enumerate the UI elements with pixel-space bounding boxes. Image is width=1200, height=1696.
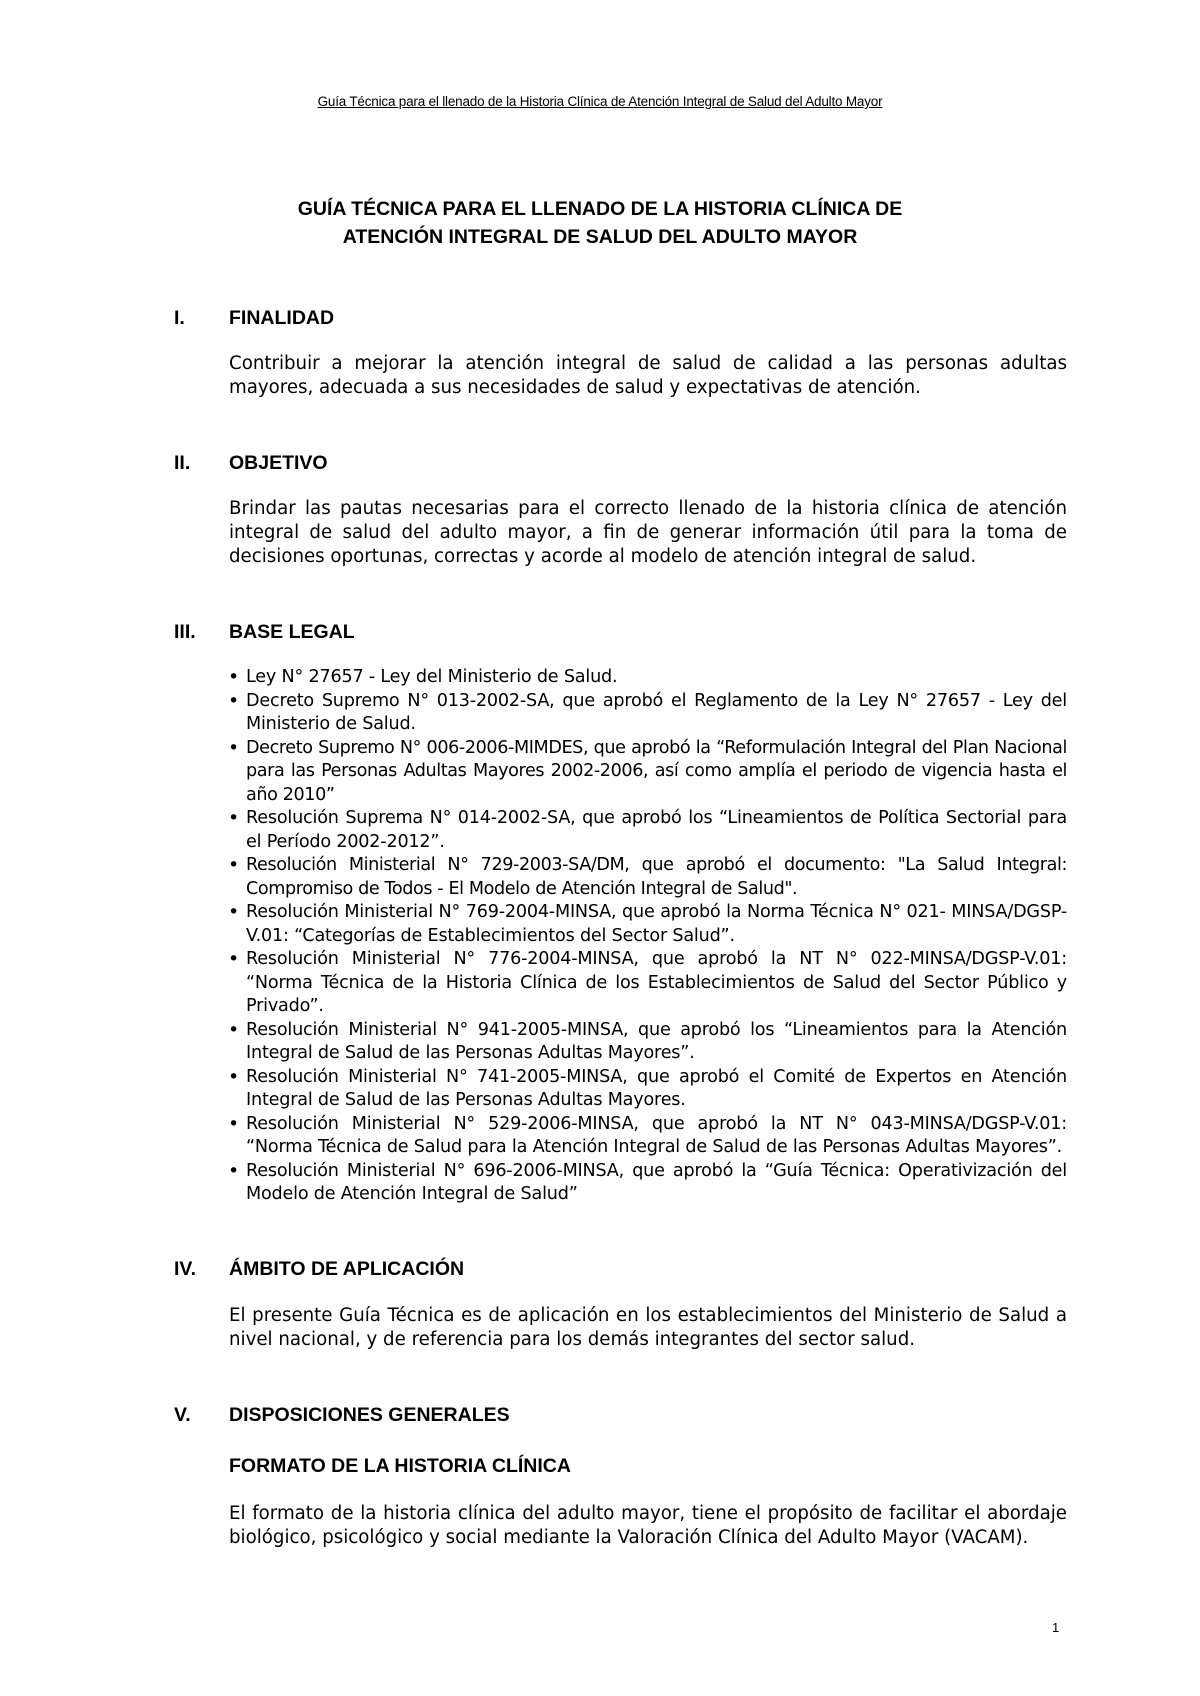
- list-item: • Decreto Supremo N° 013-2002-SA, que aprobó el Reglamento de la Ley N° 27657 - Ley del Ministerio de Salud.: [225, 690, 1067, 737]
- document-title-line-2: ATENCIÓN INTEGRAL DE SALUD DEL ADULTO MAYOR: [342, 226, 858, 248]
- section-number: IV.: [174, 1258, 197, 1280]
- section-number: III.: [174, 621, 196, 643]
- list-item: • Resolución Ministerial N° 729-2003-SA/DM, que aprobó el documento: "La Salud Integral: Compromiso de Todos - El Modelo de Atención Integral de Salud".: [225, 854, 1067, 901]
- list-item: • Resolución Ministerial N° 529-2006-MINSA, que aprobó la NT N° 043-MINSA/DGSP-V.01: “Norma Técnica de Salud para la Atención Integral de Salud de las Personas Adultas Mayores”.: [225, 1113, 1067, 1160]
- section-title: OBJETIVO: [229, 452, 328, 474]
- section-title: ÁMBITO DE APLICACIÓN: [229, 1258, 465, 1280]
- formato-paragraph: El formato de la historia clínica del adulto mayor, tiene el propósito de facilitar el abordaje biológico, psicológico y social mediante la Valoración Clínica del Adulto Mayor (VACAM).: [229, 1503, 1067, 1548]
- list-item: • Resolución Ministerial N° 776-2004-MINSA, que aprobó la NT N° 022-MINSA/DGSP-V.01: “Norma Técnica de la Historia Clínica de los Establecimientos de Salud del Sector Público y Privado”.: [225, 948, 1067, 1019]
- section-heading-ambito: [174, 1257, 464, 1281]
- list-item: • Resolución Ministerial N° 769-2004-MINSA, que aprobó la Norma Técnica N° 021- MINSA/DGSP-V.01: “Categorías de Establecimientos del Sector Salud”.: [225, 901, 1067, 948]
- list-item: • Ley N° 27657 - Ley del Ministerio de Salud.: [225, 666, 1067, 690]
- section-number: II.: [174, 452, 191, 474]
- section-heading-base-legal: [174, 620, 355, 644]
- page-number: 1: [1052, 1620, 1060, 1635]
- list-item: • Resolución Ministerial N° 696-2006-MINSA, que aprobó la “Guía Técnica: Operativización del Modelo de Atención Integral de Salud”: [225, 1160, 1067, 1207]
- list-item: • Resolución Suprema N° 014-2002-SA, que aprobó los “Lineamientos de Política Sectorial para el Período 2002-2012”.: [225, 807, 1067, 854]
- list-item: • Resolución Ministerial N° 941-2005-MINSA, que aprobó los “Lineamientos para la Atención Integral de Salud de las Personas Adultas Mayores”.: [225, 1019, 1067, 1066]
- document-title: [180, 195, 1020, 251]
- finalidad-paragraph: Contribuir a mejorar la atención integral de salud de calidad a las personas adultas mayores, adecuada a sus necesidades de salud y expectativas de atención.: [229, 353, 1067, 398]
- objetivo-paragraph: Brindar las pautas necesarias para el correcto llenado de la historia clínica de atención integral de salud del adulto mayor, a fin de generar información útil para la toma de decisiones oportunas, correctas y acorde al modelo de atención integral de salud.: [229, 498, 1067, 567]
- section-title: DISPOSICIONES GENERALES: [229, 1404, 510, 1426]
- running-header: Guía Técnica para el llenado de la Historia Clínica de Atención Integral de Salud del Adulto Mayor: [317, 94, 883, 109]
- document-title-line-1: GUÍA TÉCNICA PARA EL LLENADO DE LA HISTORIA CLÍNICA DE: [297, 198, 903, 220]
- list-item: • Resolución Ministerial N° 741-2005-MINSA, que aprobó el Comité de Expertos en Atención Integral de Salud de las Personas Adultas Mayores.: [225, 1066, 1067, 1113]
- section-heading-objetivo: [174, 451, 328, 475]
- section-heading-disposiciones: [174, 1403, 510, 1427]
- ambito-paragraph: El presente Guía Técnica es de aplicación en los establecimientos del Ministerio de Salud a nivel nacional, y de referencia para los demás integrantes del sector salud.: [229, 1305, 1067, 1350]
- section-number: I.: [174, 307, 185, 329]
- section-title: FINALIDAD: [229, 307, 335, 329]
- list-item: • Decreto Supremo N° 006-2006-MIMDES, que aprobó la “Reformulación Integral del Plan Nacional para las Personas Adultas Mayores 2002-2006, así como amplía el periodo de vigencia hasta el año 2010”: [225, 737, 1067, 808]
- base-legal-list: [225, 666, 1067, 1207]
- section-heading-finalidad: [174, 306, 334, 330]
- subheading-formato: FORMATO DE LA HISTORIA CLÍNICA: [229, 1455, 571, 1477]
- section-number: V.: [174, 1404, 191, 1426]
- section-title: BASE LEGAL: [229, 621, 355, 643]
